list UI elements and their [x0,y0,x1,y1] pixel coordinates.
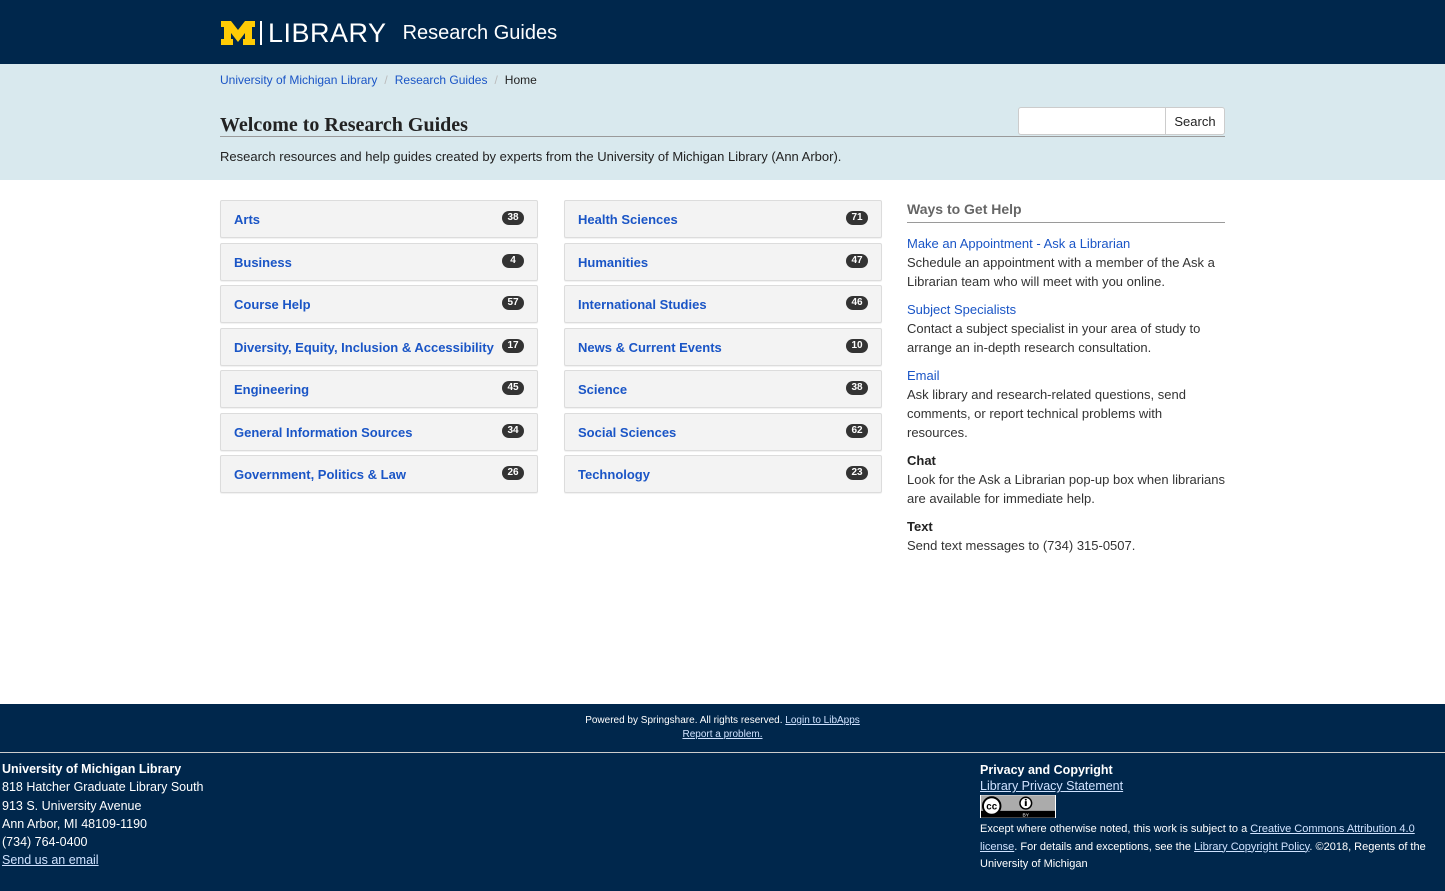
subject-card-technology[interactable] [564,455,882,493]
appointment-link[interactable]: Make an Appointment - Ask a Librarian [907,236,1131,251]
guide-count-badge: 57 [502,296,524,310]
email-link[interactable]: Email [907,368,940,383]
guide-count-badge: 46 [846,296,868,310]
library-name: University of Michigan Library [2,762,182,776]
guide-count-badge: 62 [846,424,868,438]
subject-link[interactable]: Arts [234,212,261,227]
subject-card-science[interactable] [564,370,882,408]
search-input[interactable] [1018,107,1165,135]
subject-link[interactable]: News & Current Events [578,339,722,355]
subject-link[interactable]: General Information Sources [234,424,413,440]
breadcrumb-current: Home [504,73,537,87]
help-item-email [907,366,1225,442]
cc-by-icon [981,795,1055,818]
subject-card-general-information[interactable] [220,413,538,451]
subject-card-news[interactable] [564,328,882,366]
privacy-heading: Privacy and Copyright [980,763,1113,777]
login-libapps-link[interactable]: Login to LibApps [785,715,860,726]
subject-card-international-studies[interactable] [564,285,882,323]
subject-card-humanities[interactable] [564,243,882,281]
help-item-text: Ask library and research-related questions, send comments, or report technical problems with resources. [907,387,1186,440]
address-line: 818 Hatcher Graduate Library South [2,780,204,795]
subject-link[interactable]: Engineering [234,382,310,397]
help-item-text: Look for the Ask a Librarian pop-up box when librarians are available for immediate help. [907,472,1225,506]
subject-link[interactable]: Course Help [234,297,311,312]
help-item-appointment [907,234,1225,291]
page-title: Welcome to Research Guides [220,114,468,136]
site-header [0,0,1445,64]
guide-count-badge: 38 [502,211,524,225]
breadcrumb-separator: / [494,73,498,87]
guide-count-badge: 38 [846,381,868,395]
subject-link[interactable]: International Studies [578,297,707,312]
subject-link[interactable]: Health Sciences [578,212,678,227]
send-email-link[interactable]: Send us an email [2,853,99,868]
help-panel [907,200,1225,564]
help-item-text: Contact a subject specialist in your area of study to arrange an in-depth research consultation. [907,321,1201,355]
help-divider [907,222,1225,223]
help-item-text: Send text messages to (734) 315-0507. [907,538,1136,553]
library-address [2,760,204,870]
library-footer [0,753,1445,891]
springshare-footer [0,704,1445,752]
breadcrumb-link-research-guides[interactable]: Research Guides [394,73,488,87]
help-item-chat [907,451,1225,508]
cc-label: cc [986,801,998,813]
chat-heading: Chat [907,453,936,468]
subject-card-health-sciences[interactable] [564,200,882,238]
help-heading: Ways to Get Help [907,201,1022,217]
subject-list-left [220,200,538,498]
search-button[interactable]: Search [1165,107,1225,135]
subject-link[interactable]: Diversity, Equity, Inclusion & Accessibility [234,339,494,355]
site-name[interactable]: Research Guides [402,22,558,44]
creative-commons-link[interactable]: Creative Commons Attribution 4.0 license [980,823,1415,853]
subject-card-social-sciences[interactable] [564,413,882,451]
license-text-part: . ©2018, Regents of the University of Michigan [980,840,1426,870]
license-text-part: Except where otherwise noted, this work is subject to a [980,823,1251,835]
logo-divider [260,21,262,45]
guide-count-badge: 34 [502,424,524,438]
breadcrumb-separator: / [384,73,388,87]
help-item-text-message [907,517,1225,555]
address-line: 913 S. University Avenue [2,798,142,813]
subject-link[interactable]: Social Sciences [578,424,677,440]
guide-count-badge: 26 [502,466,524,480]
cc-by-label: BY [1022,813,1030,818]
subject-card-government[interactable] [220,455,538,493]
subject-link[interactable]: Technology [578,467,650,482]
creative-commons-badge-icon[interactable] [980,795,1056,818]
guide-count-badge: 4 [502,254,524,268]
subject-link[interactable]: Science [578,382,628,397]
privacy-statement-link[interactable]: Library Privacy Statement [980,779,1124,793]
help-item-text: Schedule an appointment with a member of the Ask a Librarian team who will meet with you online. [907,255,1215,289]
page-header-band [0,64,1445,180]
license-text-part: . For details and exceptions, see the [1014,840,1195,853]
breadcrumb [220,73,537,87]
guide-count-badge: 45 [502,381,524,395]
help-item-specialists [907,300,1225,357]
guide-count-badge: 17 [502,339,524,353]
logo-text: LIBRARY [268,18,387,48]
subject-link[interactable]: Humanities [578,254,649,270]
subject-card-arts[interactable] [220,200,538,238]
subject-list-right [564,200,882,498]
guide-count-badge: 71 [846,211,868,225]
library-phone: (734) 764-0400 [2,835,88,850]
subject-link[interactable]: Business [234,254,292,270]
library-logo[interactable] [221,17,557,49]
license-text [980,821,1445,874]
search-form [1018,107,1225,135]
powered-by-text: Powered by Springshare. All rights reserved. [585,715,783,726]
report-problem-link[interactable]: Report a problem. [682,729,763,740]
title-divider [220,136,1225,137]
guide-count-badge: 10 [846,339,868,353]
subject-card-diversity[interactable] [220,328,538,366]
subject-specialists-link[interactable]: Subject Specialists [907,302,1017,317]
subject-card-course-help[interactable] [220,285,538,323]
guide-count-badge: 23 [846,466,868,480]
block-m-logo-icon [221,21,255,45]
subject-card-engineering[interactable] [220,370,538,408]
text-heading: Text [907,519,933,534]
guide-count-badge: 47 [846,254,868,268]
copyright-policy-link[interactable]: Library Copyright Policy [1194,840,1310,853]
privacy-copyright [980,761,1445,874]
address-line: Ann Arbor, MI 48109-1190 [2,816,148,831]
page-description: Research resources and help guides created by experts from the University of Michigan Library (Ann Arbor). [220,149,842,164]
breadcrumb-link-library[interactable]: University of Michigan Library [220,73,378,87]
subject-link[interactable]: Government, Politics & Law [234,467,406,482]
subject-card-business[interactable] [220,243,538,281]
